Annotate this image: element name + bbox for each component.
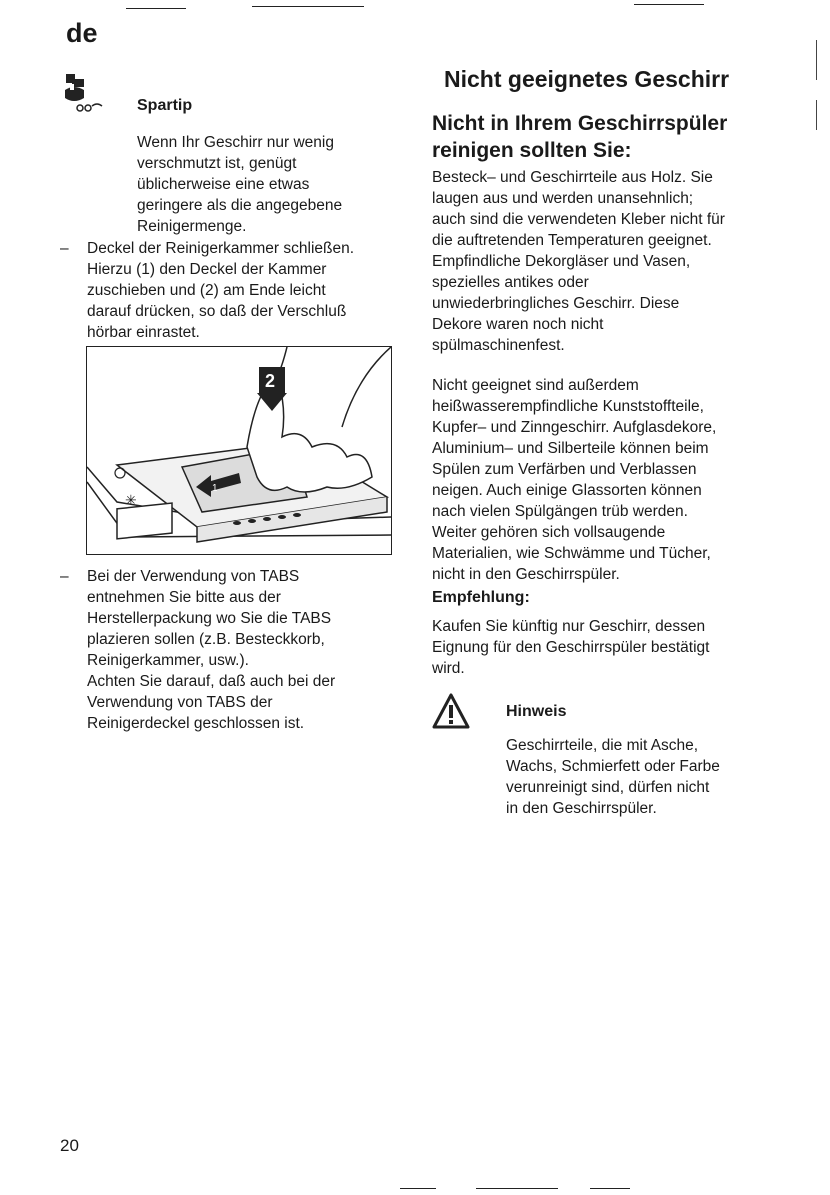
text-line: Materialien, wie Schwämme und Tücher,: [432, 545, 711, 562]
text-line: spülmaschinenfest.: [432, 337, 565, 354]
text-line: Verwendung von TABS der: [87, 694, 273, 711]
text-line: Reinigerdeckel geschlossen ist.: [87, 715, 305, 732]
text-line: Wachs, Schmierfett oder Farbe: [506, 758, 720, 775]
text-line: zuschieben und (2) am Ende leicht: [87, 282, 326, 299]
text-line: Spülen zum Verfärben und Verblassen: [432, 461, 697, 478]
recommendation-text: [432, 616, 772, 679]
text-line: verschmutzt ist, genügt: [137, 155, 297, 172]
text-line: neigen. Auch einige Glassorten können: [432, 482, 702, 499]
page-number: 20: [60, 1136, 79, 1155]
bottom-rule-left: [400, 1188, 436, 1189]
svg-text:✳: ✳: [125, 492, 137, 508]
detergent-lid-illustration: [86, 346, 392, 555]
text-line: Deckel der Reinigerkammer schließen.: [87, 240, 355, 257]
text-line: heißwasserempfindliche Kunststoffteile,: [432, 398, 704, 415]
step-label: 2: [265, 371, 276, 391]
text-line: unwiederbringliches Geschirr. Diese: [432, 295, 680, 312]
text-line: nach vielen Spülgängen trüb werden.: [432, 503, 688, 520]
text-line: Nicht geeignet sind außerdem: [432, 377, 639, 394]
text-line: Wenn Ihr Geschirr nur wenig: [137, 134, 334, 151]
text-line: Weiter gehören sich vollsaugende: [432, 524, 666, 541]
text-line: hörbar einrastet.: [87, 324, 200, 341]
text-line: Dekore waren noch nicht: [432, 316, 604, 333]
text-line: spezielles antikes oder: [432, 274, 589, 291]
unsuitable-paragraph-1: [432, 167, 772, 356]
text-line: in den Geschirrspüler.: [506, 800, 657, 817]
eco-tip-icon: [62, 70, 122, 116]
text-line: Besteck– und Geschirrteile aus Holz. Sie: [432, 169, 713, 186]
text-line: wird.: [432, 660, 465, 677]
arrow-label: 1: [212, 483, 218, 494]
text-line: verunreinigt sind, dürfen nicht: [506, 779, 710, 796]
right-margin-line: [816, 100, 817, 130]
text-line: plazieren sollen (z.B. Besteckkorb,: [87, 631, 325, 648]
text-line: Bei der Verwendung von TABS: [87, 568, 300, 585]
text-line: Kaufen Sie künftig nur Geschirr, dessen: [432, 618, 706, 635]
text-line: Achten Sie darauf, daß auch bei der: [87, 673, 336, 690]
text-line: Kupfer– und Zinngeschirr. Aufglasdekore,: [432, 419, 717, 436]
bottom-rule-mid: [476, 1188, 558, 1189]
section-subheading: [432, 110, 792, 164]
text-line: Aluminium– und Silberteile können beim: [432, 440, 709, 457]
bullet-dash: –: [60, 240, 69, 257]
text-line: die auftretenden Temperaturen geeignet.: [432, 232, 712, 249]
text-line: laugen aus und werden unansehnlich;: [432, 190, 694, 207]
subheading-line: Nicht in Ihrem Geschirrspüler: [432, 112, 728, 135]
text-line: darauf drücken, so daß der Verschluß: [87, 303, 347, 320]
note-text: [506, 735, 766, 819]
bullet-tabs: [60, 566, 400, 734]
top-rule-mid: [252, 6, 364, 7]
top-rule-left: [126, 8, 186, 9]
subheading-line: reinigen sollten Sie:: [432, 139, 632, 162]
warning-icon: [432, 693, 470, 729]
text-line: üblicherweise eine etwas: [137, 176, 310, 193]
text-line: Eignung für den Geschirrspüler bestätigt: [432, 639, 710, 656]
bottom-rule-right: [590, 1188, 630, 1189]
text-line: auch sind die verwendeten Kleber nicht für: [432, 211, 725, 228]
note-title: Hinweis: [506, 703, 567, 720]
text-line: Reinigerkammer, usw.).: [87, 652, 249, 669]
text-line: Hierzu (1) den Deckel der Kammer: [87, 261, 327, 278]
spartip-title: Spartip: [137, 97, 193, 114]
text-line: Reinigermenge.: [137, 218, 247, 235]
right-margin-line: [816, 40, 817, 80]
text-line: entnehmen Sie bitte aus der: [87, 589, 281, 606]
text-line: Herstellerpackung wo Sie die TABS: [87, 610, 332, 627]
section-heading: Nicht geeignetes Geschirr: [444, 66, 730, 92]
text-line: nicht in den Geschirrspüler.: [432, 566, 620, 583]
unsuitable-paragraph-2: [432, 375, 772, 585]
text-line: Empfindliche Dekorgläser und Vasen,: [432, 253, 691, 270]
text-line: Geschirrteile, die mit Asche,: [506, 737, 699, 754]
language-label: de: [66, 18, 98, 48]
recommendation-title: Empfehlung:: [432, 589, 530, 606]
bullet-close-lid: [60, 238, 400, 343]
bullet-dash: –: [60, 568, 69, 585]
top-rule-right: [634, 4, 704, 5]
text-line: geringere als die angegebene: [137, 197, 343, 214]
spartip-text: [137, 132, 387, 237]
